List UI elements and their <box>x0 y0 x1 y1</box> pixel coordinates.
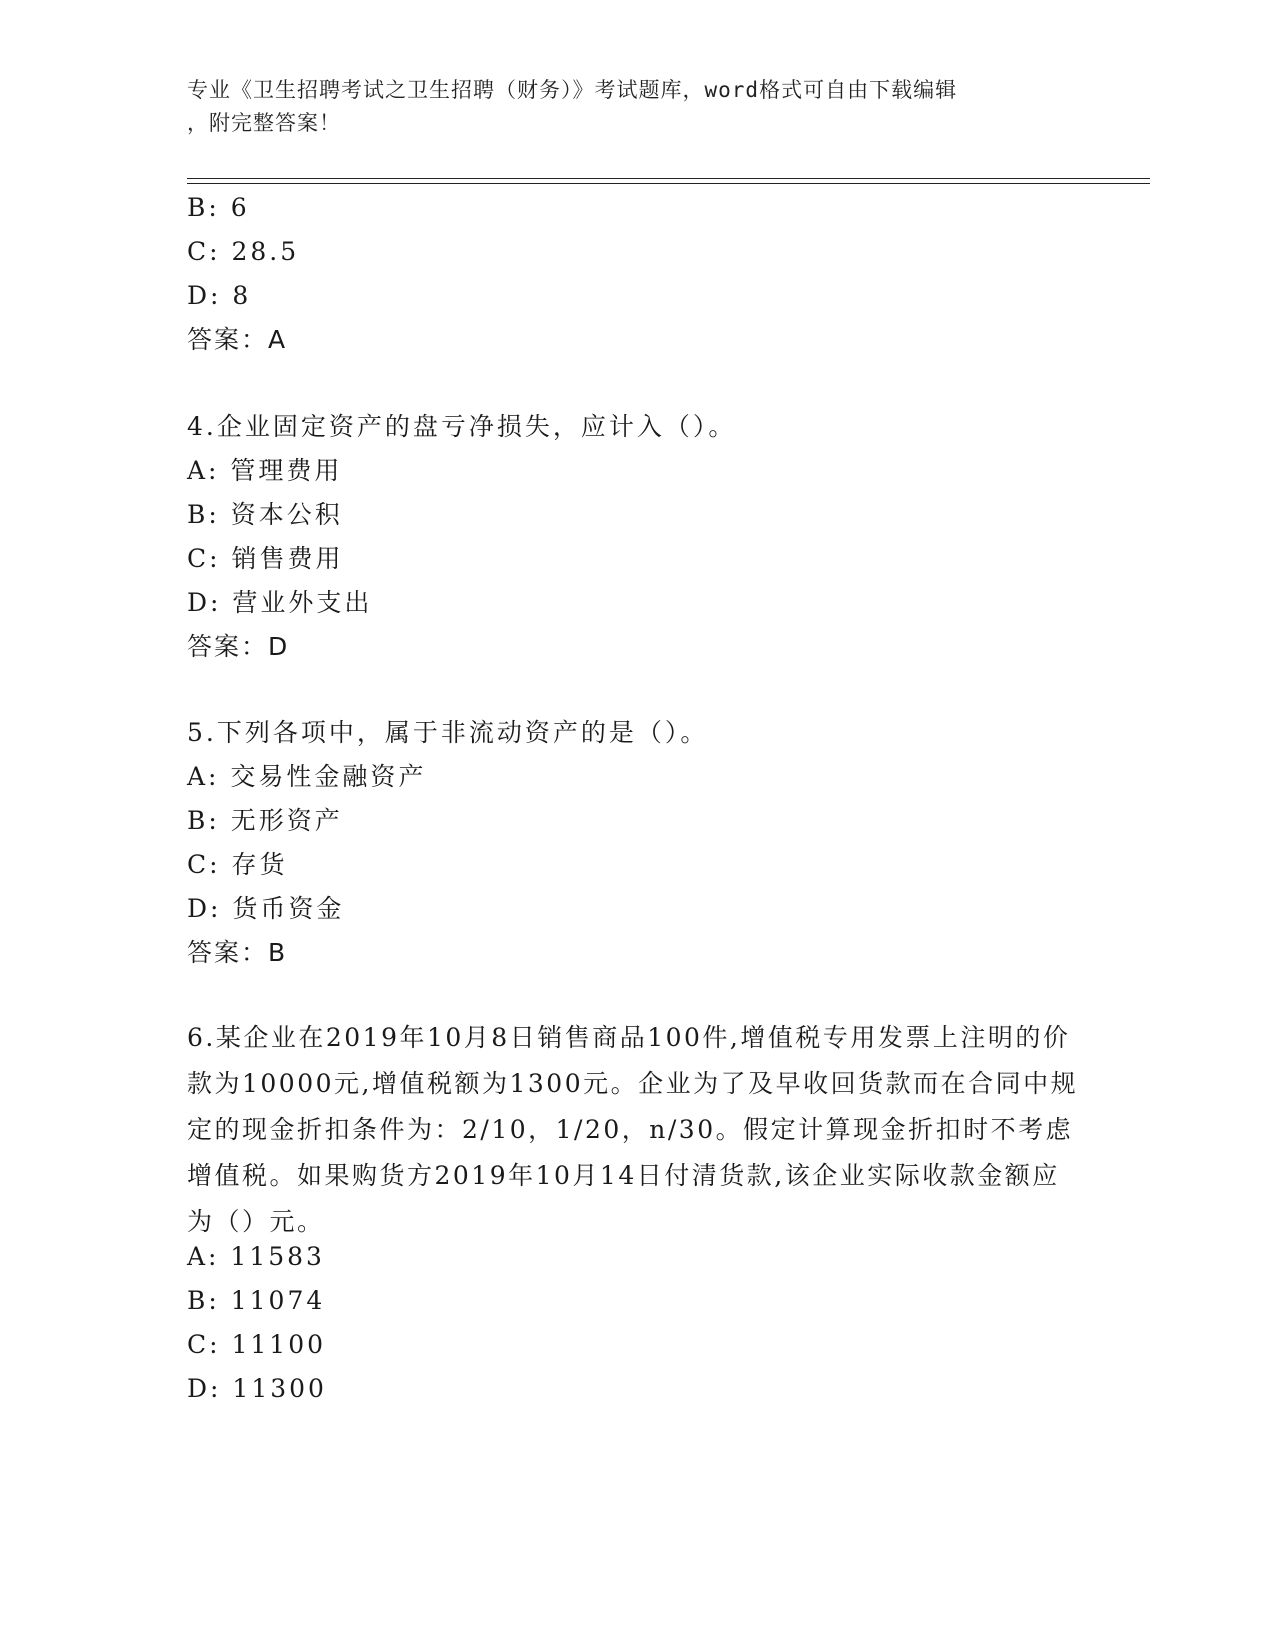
q4-answer: 答案：D <box>187 632 290 661</box>
q5-option-b: B: 无形资产 <box>187 806 343 835</box>
q3-option-c: C: 28.5 <box>187 237 300 266</box>
document-header <box>187 74 1067 140</box>
q6-option-d: D: 11300 <box>187 1374 327 1403</box>
q5-option-c: C: 存货 <box>187 850 288 879</box>
header-line-2: ，附完整答案！ <box>187 111 341 135</box>
q6-option-b: B: 11074 <box>187 1286 326 1315</box>
q3-option-d: D: 8 <box>187 281 252 310</box>
q5-option-a: A: 交易性金融资产 <box>187 762 427 791</box>
header-divider-top <box>187 178 1150 179</box>
q3-answer: 答案：A <box>187 325 288 354</box>
q4-option-b: B: 资本公积 <box>187 500 343 529</box>
q4-option-a: A: 管理费用 <box>187 456 343 485</box>
q4-option-d: D: 营业外支出 <box>187 588 373 617</box>
q6-option-c: C: 11100 <box>187 1330 327 1359</box>
header-line-1: 专业《卫生招聘考试之卫生招聘（财务）》考试题库，word格式可自由下载编辑 <box>187 78 958 102</box>
header-divider-bottom <box>187 183 1150 184</box>
q5-option-d: D: 货币资金 <box>187 894 345 923</box>
q6-question: 6.某企业在2019年10月8日销售商品100件,增值税专用发票上注明的价款为10000元,增值税额为1300元。企业为了及早收回货款而在合同中规定的现金折扣条件为：2/10，1/20，n/30。假定计算现金折扣时不考虑增值税。如果购货方2019年10月14日付清货款,该企业实际收款金额应为（）元。 <box>187 1023 1079 1236</box>
q3-option-b: B: 6 <box>187 193 250 222</box>
q4-question: 4.企业固定资产的盘亏净损失，应计入（）。 <box>187 412 737 441</box>
q6-option-a: A: 11583 <box>187 1242 325 1271</box>
q4-option-c: C: 销售费用 <box>187 544 344 573</box>
q5-answer: 答案：B <box>187 938 288 967</box>
q5-question: 5.下列各项中，属于非流动资产的是（）。 <box>187 718 709 747</box>
